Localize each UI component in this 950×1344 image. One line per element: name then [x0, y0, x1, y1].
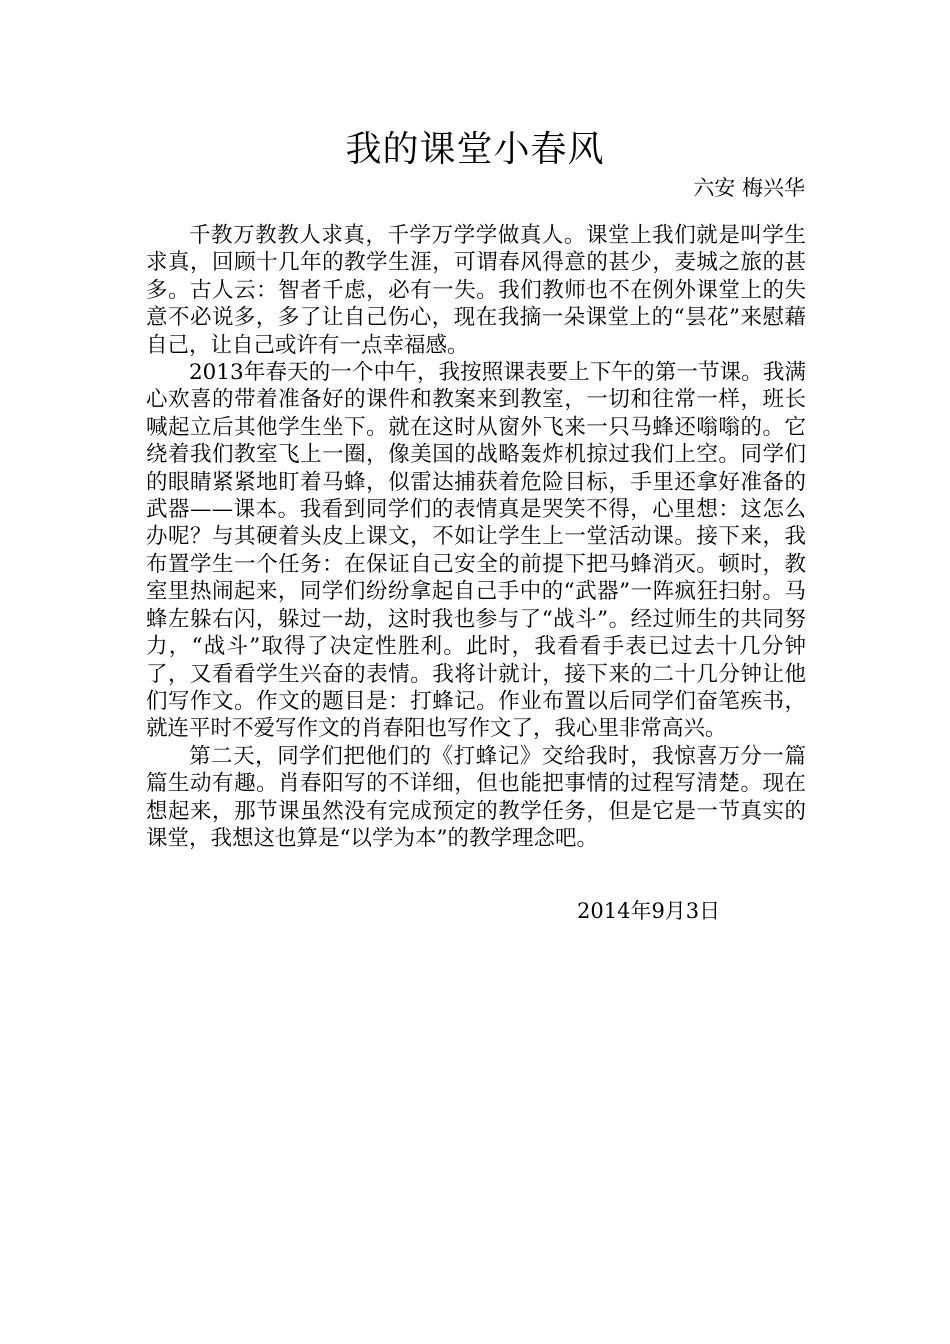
- paragraph-3: 第二天，同学们把他们的《打蜂记》交给我时，我惊喜万分一篇篇生动有趣。肖春阳写的不详细，但也能把事情的过程写清楚。现在想起来，那节课虽然没有完成预定的教学任务，但是它是一节真实的课堂，我想这也算是“以学为本”的教学理念吧。: [146, 743, 806, 851]
- document-title: 我的课堂小春风: [345, 129, 605, 170]
- paragraph-2: 2013年春天的一个中午，我按照课表要上下午的第一节课。我满心欢喜的带着准备好的课件和教案来到教室，一切和往常一样，班长喊起立后其他学生坐下。就在这时从窗外飞来一只马蜂还嗡嗡的。它绕着我们教室飞上一圈，像美国的战略轰炸机掠过我们上空。同学们的眼睛紧紧地盯着马蜂，似雷达捕获着危险目标，手里还拿好准备的武器——课本。我看到同学们的表情真是哭笑不得，心里想：这怎么办呢？与其硬着头皮上课文，不如让学生上一堂活动课。接下来，我布置学生一个任务：在保证自己安全的前提下把马蜂消灭。顿时，教室里热闹起来，同学们纷纷拿起自己手中的“武器”一阵疯狂扫射。马蜂左躲右闪，躲过一劫，这时我也参与了“战斗”。经过师生的共同努力，“战斗”取得了决定性胜利。此时，我看看手表已过去十几分钟了，又看看学生兴奋的表情。我将计就计，接下来的二十几分钟让他们写作文。作文的题目是：打蜂记。作业布置以后同学们奋笔疾书，就连平时不爱写作文的肖春阳也写作文了，我心里非常高兴。: [146, 360, 806, 742]
- article-body: [146, 222, 806, 852]
- document-date: 2014年9月3日: [577, 899, 721, 923]
- paragraph-1: 千教万教教人求真，千学万学学做真人。课堂上我们就是叫学生求真，回顾十几年的教学生涯，可谓春风得意的甚少，麦城之旅的甚多。古人云：智者千虑，必有一失。我们教师也不在例外课堂上的失意不必说多，多了让自己伤心，现在我摘一朵课堂上的“昙花”来慰藉自己，让自己或许有一点幸福感。: [146, 223, 806, 358]
- author-line: 六安 梅兴华: [693, 176, 805, 200]
